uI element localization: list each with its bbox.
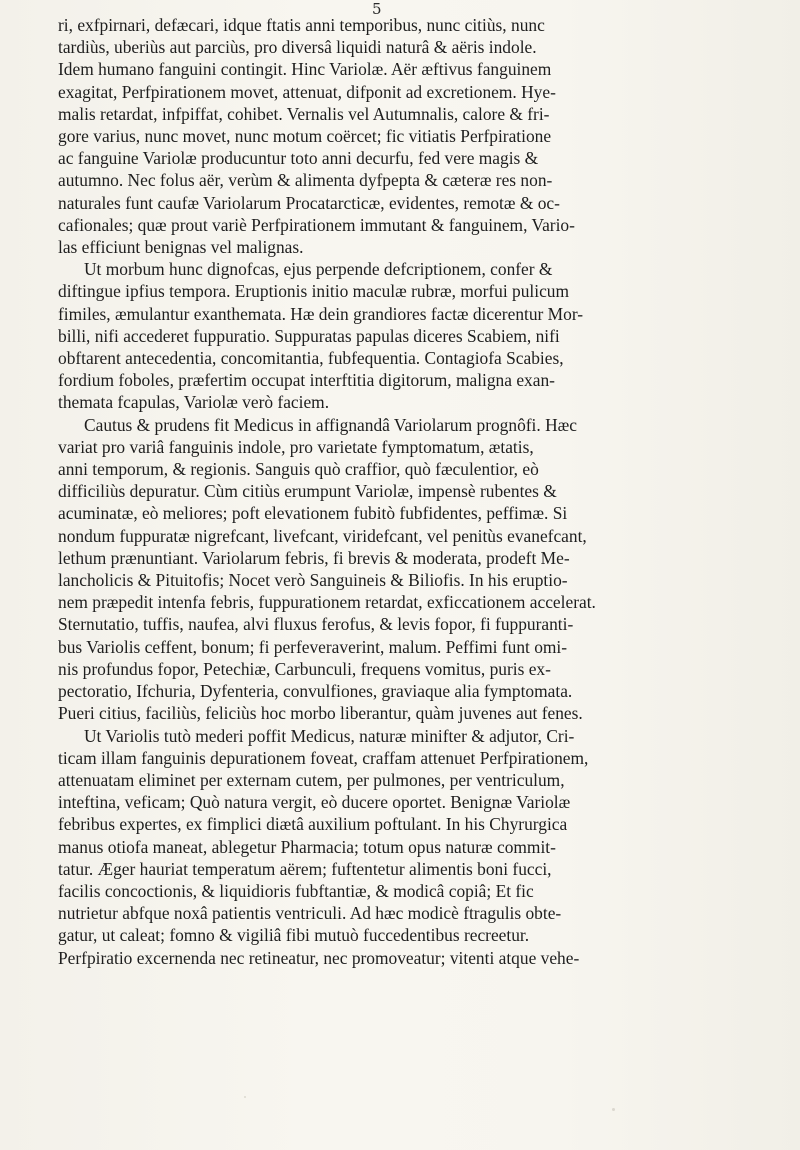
text-line: anni temporum, & regionis. Sanguis quò craffior, quò fæculentior, eò	[58, 459, 539, 480]
text-line: las efficiunt benignas vel malignas.	[58, 237, 304, 258]
text-line: tardiùs, uberiùs aut parciùs, pro diversâ liquidi naturâ & aëris indole.	[58, 37, 537, 58]
text-line: lethum prænuntiant. Variolarum febris, fi brevis & moderata, prodeft Me-	[58, 547, 570, 568]
text-line: Cautus & prudens fit Medicus in affignandâ Variolarum prognôfi. Hæc	[84, 414, 577, 435]
text-line: Perfpiratio excernenda nec retineatur, nec promoveatur; vitenti atque vehe-	[58, 947, 580, 968]
text-line: tatur. Æger hauriat temperatum aërem; fuftentetur alimentis boni fucci,	[58, 858, 552, 879]
text-line: gore varius, nunc movet, nunc motum coërcet; fic vitiatis Perfpiratione	[58, 126, 552, 147]
text-line: gatur, ut caleat; fomno & vigiliâ fibi mutuò fuccedentibus recreetur.	[58, 925, 530, 946]
text-line: malis retardat, infpiffat, cohibet. Vernalis vel Autumnalis, calore & fri-	[58, 103, 550, 124]
text-line: Idem humano fanguini contingit. Hinc Variolæ. Aër æftivus fanguinem	[58, 59, 552, 80]
text-line: Ut Variolis tutò mederi poffit Medicus, naturæ minifter & adjutor, Cri-	[84, 725, 575, 746]
text-line: Sternutatio, tuffis, naufea, alvi fluxus ferofus, & levis fopor, fi fuppuranti-	[58, 614, 574, 635]
paper-speck	[244, 1096, 246, 1098]
paragraph-3	[58, 414, 764, 725]
text-line: nis profundus fopor, Petechiæ, Carbunculi, frequens vomitus, puris ex-	[58, 658, 551, 679]
text-line: nem præpedit intenfa febris, fuppurationem retardat, exficcationem accelerat.	[58, 592, 596, 613]
text-line: difficiliùs depuratur. Cùm citiùs erumpunt Variolæ, impensè rubentes &	[58, 481, 557, 502]
text-line: bus Variolis ceffent, bonum; fi perfeveraverint, malum. Peffimi funt omi-	[58, 636, 568, 657]
text-line: cafionales; quæ prout variè Perfpirationem immutant & fanguinem, Vario-	[58, 214, 575, 235]
text-line: facilis concoctionis, & liquidioris fubftantiæ, & modicâ copiâ; Et fic	[58, 880, 534, 901]
text-line: naturales funt caufæ Variolarum Procatarcticæ, evidentes, remotæ & oc-	[58, 192, 560, 213]
text-line: nondum fuppuratæ nigrefcant, livefcant, viridefcant, vel penitùs evanefcant,	[58, 525, 587, 546]
body-text	[58, 14, 764, 969]
text-line: variat pro variâ fanguinis indole, pro varietate fymptomatum, ætatis,	[58, 436, 534, 457]
paragraph-2	[58, 258, 764, 413]
folio-mark: 5	[372, 0, 382, 18]
text-line: Ut morbum hunc dignofcas, ejus perpende defcriptionem, confer &	[84, 259, 553, 280]
text-line: ri, exfpirnari, defæcari, idque ftatis anni temporibus, nunc citiùs, nunc	[58, 15, 545, 35]
text-line: lancholicis & Pituitofis; Nocet verò Sanguineis & Biliofis. In his eruptio-	[58, 570, 568, 591]
text-line: fimiles, æmulantur exanthemata. Hæ dein grandiores factæ dicerentur Mor-	[58, 303, 584, 324]
paragraph-4	[58, 725, 764, 969]
text-line: diftingue ipfius tempora. Eruptionis initio maculæ rubræ, morfui pulicum	[58, 281, 570, 302]
text-line: nutrietur abfque noxâ patientis ventriculi. Ad hæc modicè ftragulis obte-	[58, 903, 562, 924]
paragraph-1	[58, 14, 764, 258]
text-line: ticam illam fanguinis depurationem foveat, craffam attenuet Perfpirationem,	[58, 747, 589, 768]
text-line: exagitat, Perfpirationem movet, attenuat, difponit ad excretionem. Hye-	[58, 81, 556, 102]
text-line: febribus expertes, ex fimplici diætâ auxilium poftulant. In his Chyrurgica	[58, 814, 568, 835]
text-line: inteftina, veficam; Quò natura vergit, eò ducere oportet. Benignæ Variolæ	[58, 792, 571, 813]
text-line: themata fcapulas, Variolæ verò faciem.	[58, 392, 330, 413]
text-line: pectoratio, Ifchuria, Dyfenteria, convulfiones, graviaque alia fymptomata.	[58, 681, 573, 702]
text-line: manus otiofa maneat, ablegetur Pharmacia; totum opus naturæ commit-	[58, 836, 556, 857]
text-line: fordium foboles, præfertim occupat interftitia digitorum, maligna exan-	[58, 370, 555, 391]
text-line: attenuatam eliminet per externam cutem, per pulmones, per ventriculum,	[58, 769, 565, 790]
text-line: obftarent antecedentia, concomitantia, fubfequentia. Contagiofa Scabies,	[58, 348, 564, 369]
text-line: Pueri citius, faciliùs, feliciùs hoc morbo liberantur, quàm juvenes aut fenes.	[58, 703, 583, 724]
text-line: autumno. Nec folus aër, verùm & alimenta dyfpepta & cæteræ res non-	[58, 170, 553, 191]
text-line: acuminatæ, eò meliores; poft elevationem fubitò fubfidentes, peffimæ. Si	[58, 503, 568, 524]
text-line: ac fanguine Variolæ producuntur toto anni decurfu, fed vere magis &	[58, 148, 539, 169]
paper-speck	[612, 1108, 615, 1111]
text-line: billi, nifi accederet fuppuratio. Suppuratas papulas diceres Scabiem, nifi	[58, 325, 560, 346]
